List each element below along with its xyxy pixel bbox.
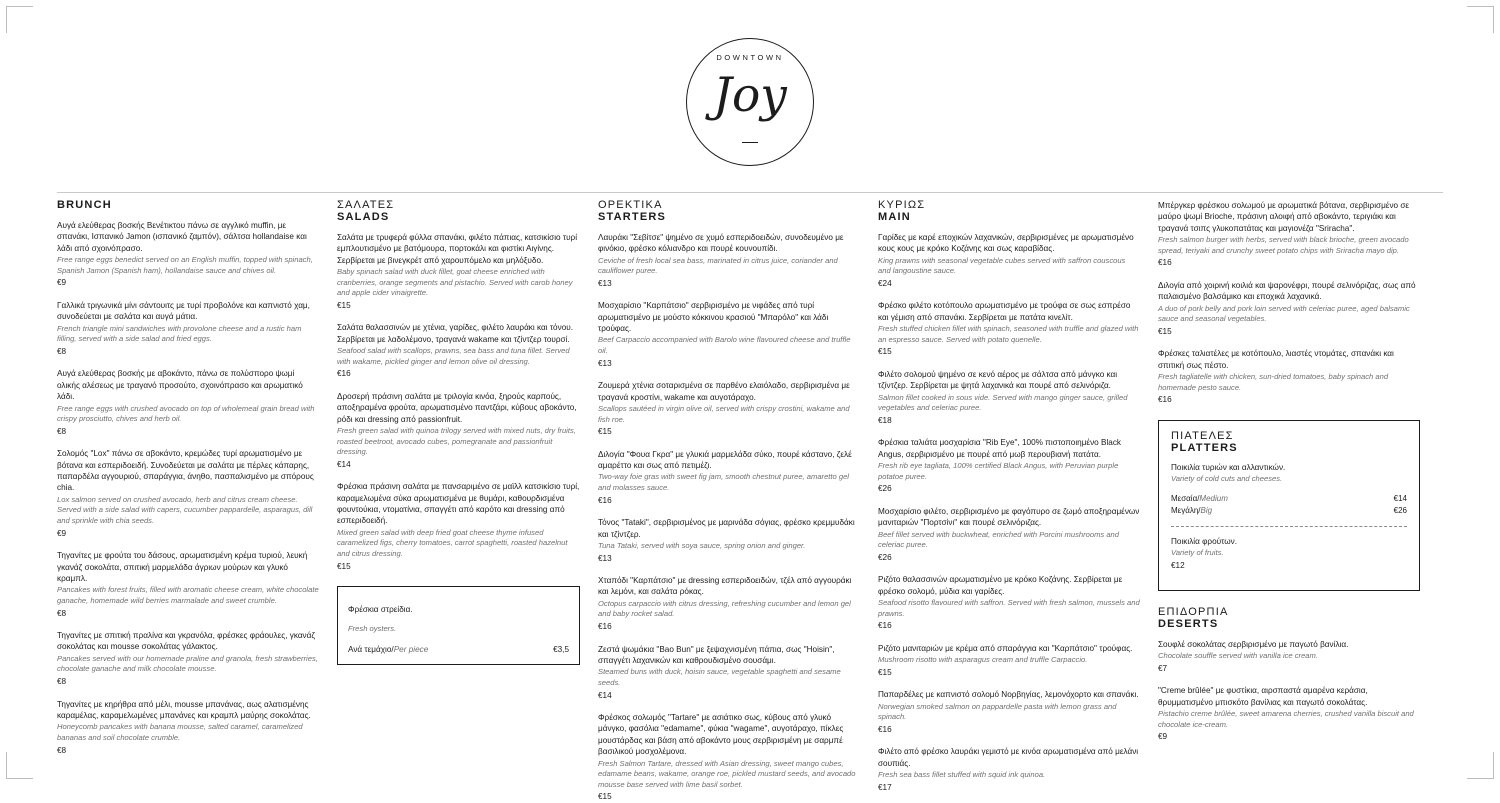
menu-item xyxy=(598,232,860,290)
item-price: €15 xyxy=(878,667,892,677)
section-heading-brunch-en: BRUNCH xyxy=(57,199,112,211)
column-platters-deserts xyxy=(1158,200,1420,775)
item-english: Pancakes with forest fruits, filled with aromatic cheese cream, white chocolate ganache, homemade wild berries marmalade and sweet crumble. xyxy=(57,585,319,605)
menu-item xyxy=(337,391,580,471)
item-greek: Μπέργκερ φρέσκου σολωμού με αρωματικά βότανα, σερβιρισμένο σε μαύρο ψωμί Brioche, πράσινη αλοιφή από αβοκάντο, τεριγιάκι και τραγανά τσιπς γλυκοπατάτας και μαγιονέζα "Sriracha". xyxy=(1158,201,1410,233)
menu-item xyxy=(878,574,1140,632)
item-price: €15 xyxy=(1158,326,1172,336)
column-salads xyxy=(337,200,580,775)
platters-box xyxy=(1158,420,1420,591)
item-price: €15 xyxy=(598,792,612,802)
item-greek: Τηγανίτες με φρούτα του δάσους, αρωματισμένη κρέμα τυριού, λευκή γκανάζ σοκολάτα, σπιτική μαρμελάδα άγριων μούρων και γλυκό κραμπλ. xyxy=(57,551,308,583)
item-price: €15 xyxy=(878,347,892,357)
menu-item xyxy=(598,380,860,438)
item-price: €26 xyxy=(878,484,892,494)
menu-item xyxy=(57,300,319,358)
item-english: Seafood risotto flavoured with saffron. Served with fresh salmon, mussels and prawns. xyxy=(878,598,1140,618)
menu-item xyxy=(57,220,319,289)
menu-item xyxy=(1158,280,1420,338)
item-price: €17 xyxy=(878,782,892,792)
column-brunch xyxy=(57,200,319,775)
item-greek: Μοσχαρίσιο "Καρπάτσιο" σερβιρισμένο με νιφάδες από τυρί αρωματισμένο με μούστο κόκκινου κρασιού "Μπαρόλο" και λάδι τρούφας. xyxy=(598,301,829,334)
menu-item xyxy=(1158,685,1420,743)
restaurant-logo xyxy=(686,38,814,166)
menu-columns xyxy=(57,199,1443,802)
item-price: €15 xyxy=(598,427,612,437)
section-heading-main xyxy=(878,200,1140,224)
item-english: Fresh stuffed chicken fillet with spinach, seasoned with truffle and glazed with an espresso sauce. Served with potato quenelle. xyxy=(878,324,1139,344)
section-heading-starters-gr: ΟΡΕΚΤΙΚΑ xyxy=(598,199,663,211)
deserts-section xyxy=(1158,607,1420,743)
item-price: €24 xyxy=(878,278,892,288)
section-heading-main-en: MAIN xyxy=(878,210,911,223)
menu-item xyxy=(598,517,860,564)
section-heading-starters-en: STARTERS xyxy=(598,210,667,223)
item-greek: Διλογία "Φουα Γκρα" με γλυκιά μαρμελάδα σύκο, πουρέ κάστανο, ζελέ αμαρέττο και σως από πετιμέζι. xyxy=(598,449,852,471)
item-price: €8 xyxy=(57,608,67,618)
section-heading-platters-en: PLATTERS xyxy=(1171,441,1238,454)
item-price: €13 xyxy=(598,278,612,288)
item-english: Mixed green salad with deep fried goat cheese thyme infused caramelized figs, cherry tomatoes, carrot spaghetti, roasted hazelnut and citrus dressing. xyxy=(337,527,568,559)
item-price: €13 xyxy=(598,358,612,368)
menu-item xyxy=(1158,639,1420,675)
crop-mark-bottom-right xyxy=(1467,752,1494,779)
section-heading-brunch xyxy=(57,200,319,212)
item-price: €7 xyxy=(1158,663,1168,673)
item-greek: Ριζότο θαλασσινών αρωματισμένο με κρόκο Κοζάνης. Σερβίρεται με φρέσκο σολομό, μύδια και γαρίδες. xyxy=(878,575,1123,596)
menu-item xyxy=(598,449,860,507)
menu-item xyxy=(57,550,319,619)
item-greek: Ζουμερά χτένια σοταρισμένα σε παρθένο ελαιόλαδο, σερβιρισμένα με τραγανά κροστίνι, wakame και αυγοτάραχο. xyxy=(598,381,850,402)
item-price: €16 xyxy=(878,621,892,631)
item-price: €14 xyxy=(337,459,351,469)
fruits-price: €12 xyxy=(1171,560,1185,570)
menu-item xyxy=(598,644,860,702)
menu-item xyxy=(337,322,580,380)
item-english: Seafood salad with scallops, prawns, sea bass and tuna fillet. Served with wakame, pickled ginger and lemon olive oil dressing. xyxy=(337,346,570,366)
item-english: Two-way foie gras with sweet fig jam, smooth chestnut puree, amaretto gel and molasses sauce. xyxy=(598,472,849,493)
oysters-greek: Φρέσκια στρείδια. xyxy=(348,605,413,615)
item-price: €16 xyxy=(1158,258,1172,268)
item-greek: "Creme brûlée" με φυστίκια, αιρσπαστά αμαρένα κεράσια, θρυμματισμένο μπισκότο βανίλιας και παγωτό σοκολάτας. xyxy=(1158,686,1368,707)
item-english: Tuna Tataki, served with soya sauce, spring onion and ginger. xyxy=(598,540,806,550)
item-english: Baby spinach salad with duck fillet, goat cheese enriched with cranberries, orange segments and pistachio. Served with carob honey and apple cider vinaigrette. xyxy=(337,266,573,298)
menu-item xyxy=(598,300,860,369)
platters-price: €26 xyxy=(1393,505,1407,515)
item-greek: Φρέσκος σολωμός "Tartare" με ασιάτικο σως, κύβους από γλυκό μάνγκο, φασόλια "edamame", φύκια "wagame", αυγοτάραχο, πίκλες μουστάρδας και βάση από αβοκάντο μους σερβιρισμένη με σαρμπέ βασιλικού μοσχολέμονα. xyxy=(598,713,844,757)
item-price: €16 xyxy=(598,622,612,632)
item-english: French triangle mini sandwiches with provolone cheese and a rustic ham filling, served with a side salad and fried eggs. xyxy=(57,323,302,344)
crop-mark-top-left xyxy=(6,6,33,33)
section-heading-deserts-en: DESERTS xyxy=(1158,617,1219,630)
item-price: €15 xyxy=(337,300,351,310)
oysters-unit-english: Per piece xyxy=(393,644,429,654)
section-heading-salads-en: SALADS xyxy=(337,210,390,223)
menu-item xyxy=(878,232,1140,290)
crop-mark-top-right xyxy=(1467,6,1494,33)
item-price: €15 xyxy=(337,561,351,571)
oysters-english: Fresh oysters. xyxy=(348,623,397,633)
item-english: Free range eggs with crushed avocado on top of wholemeal grain bread with crispy prosciutto, chives and herb oil. xyxy=(57,403,315,424)
item-greek: Φιλέτο από φρέσκο λαυράκι γεμιστό με κινόα αρωματισμένα από μελάνι σουπιάς. xyxy=(878,747,1139,768)
item-price: €13 xyxy=(598,553,612,563)
item-english: Fresh rib eye tagliata, 100% certified Black Angus, with Peruvian purple potatoe puree. xyxy=(878,461,1119,481)
item-english: Fresh green salad with quinoa trilogy served with mixed nuts, dry fruits, roasted beetroot, avocado cubes, pomegranate and passionfruit dressing. xyxy=(337,425,576,457)
item-english: King prawns with seasonal vegetable cubes served with saffron couscous and langoustine sauce. xyxy=(878,255,1126,276)
column-starters xyxy=(598,199,860,802)
oysters-unit-label xyxy=(348,645,428,654)
item-greek: Δροσερή πράσινη σαλάτα με τριλογία κινόα, ξηρούς καρπούς, αποξηραμένα φρούτα, αρωματισμένο παντζάρι, κύβους αβοκάντο, ρόδι και dressing από passionfruit. xyxy=(337,391,577,424)
platters-price: €14 xyxy=(1393,493,1407,503)
section-heading-starters xyxy=(598,200,860,224)
item-greek: Τηγανίτες με σπιτική πραλίνα και γκρανόλα, φρέσκες φράουλες, γκανάζ σοκολάτας και mousse σοκολάτας γάλακτος. xyxy=(57,631,315,652)
item-price: €16 xyxy=(598,495,612,505)
section-heading-main-gr: ΚΥΡΙΩΣ xyxy=(878,199,926,211)
menu-item xyxy=(57,448,319,539)
item-greek: Χταπόδι "Καρπάτσιο" με dressing εσπεριδοειδών, τζέλ από αγγουράκι και λεμόνι, και σαλάτα ρόκας. xyxy=(598,576,852,597)
item-english: Scallops sautéed in virgin olive oil, served with crispy crostini, wakame and fish roe. xyxy=(598,403,850,424)
menu-item xyxy=(878,300,1140,358)
platters-size-label xyxy=(1171,505,1212,517)
item-greek: Σαλάτα με τρυφερά φύλλα σπανάκι, φιλέτο πάπιας, κατσικίσιο τυρί εμπλουτισμένο με βατόμουρα, πορτοκάλι και φιστίκι Αιγίνης. Σερβίρεται με βινεγκρέτ από χαρουπόμελο και μηλόξυδο. xyxy=(337,232,578,265)
platters-size-english: Big xyxy=(1200,505,1213,515)
item-english: Ceviche of fresh local sea bass, marinated in citrus juice, coriander and cauliflower puree. xyxy=(598,255,838,276)
item-greek: Φιλέτο σολομού ψημένο σε κενό αέρος με σάλτσα από μάνγκο και τζίντζερ. Σερβίρεται με ψητά λαχανικά και πουρέ από σελινόριζα. xyxy=(878,369,1118,391)
oysters-box xyxy=(337,586,580,664)
section-heading-salads-gr: ΣΑΛΑΤΕΣ xyxy=(337,199,395,211)
logo-top-text: DOWNTOWN xyxy=(716,53,784,62)
item-english: A duo of pork belly and pork loin served with celeriac puree, aged balsamic sauce and seasonal vegetables. xyxy=(1158,303,1410,324)
logo-circle xyxy=(686,38,814,166)
item-greek: Φρέσκια ταλιάτα μοσχαρίσια "Rib Eye", 100% πιστοποιημένο Black Angus, σερβιρισμένο με πουρέ από μωβ περουβιανή πατάτα. xyxy=(878,438,1122,459)
item-greek: Σολομός "Lox" πάνω σε αβοκάντο, κρεμώδες τυρί αρωματισμένο με βότανα και εσπεριδοειδή. Συνοδεύεται με σαλάτα με πέρλες κάπαρης, παπαρδέλα αγγουριού, σπαράγγια, άνηθο, πασπαλισμένο με σπόρους chia. xyxy=(57,449,314,493)
item-greek: Αυγά ελεύθερας βοσκής Βενέτικτου πάνω σε αγγλικό muffin, με σπανάκι, Ισπανικό Jamon (ισπανικό ζαμπόν), σάλτσα hollandaise και λάδι από σχοινόπρασο. xyxy=(57,220,307,253)
section-heading-deserts xyxy=(1158,607,1420,631)
logo-dash xyxy=(742,142,758,143)
platters-row xyxy=(1171,493,1407,505)
item-english: Beef Carpaccio accompanied with Barolo wine flavoured cheese and truffle oil. xyxy=(598,335,851,356)
menu-item xyxy=(337,232,580,312)
menu-item xyxy=(57,699,319,757)
item-english: Octopus carpaccio with citrus dressing, refreshing cucumber and lemon gel and baby rocket salad. xyxy=(598,598,851,619)
platters-size-english: Medium xyxy=(1199,493,1228,503)
item-price: €26 xyxy=(878,552,892,562)
item-price: €8 xyxy=(57,677,67,686)
item-english: Steamed buns with duck, hoisin sauce, vegetable spaghetti and sesame seeds. xyxy=(598,667,841,687)
section-heading-salads xyxy=(337,200,580,224)
item-greek: Μοσχαρίσιο φιλέτο, σερβιρισμένο με φαγόπυρο σε ζωμό αποξηραμένων μανιταριών "Πορτσίνι" και πουρέ σελινόριζας. xyxy=(878,506,1140,528)
item-english: Fresh tagliatelle with chicken, sun-dried tomatoes, baby spinach and homemade pesto sauce. xyxy=(1158,372,1389,392)
menu-item xyxy=(1158,348,1420,406)
item-english: Fresh salmon burger with herbs, served with black brioche, green avocado spread, teriyaki and crunchy sweet potato chips with Sriracha mayo dip. xyxy=(1158,235,1409,255)
item-greek: Φρέσκια πράσινη σαλάτα με πανσαριμένο σε μαϊλλ κατσικίσιο τυρί, καραμελωμένα σύκα αρωματισμένα με θυμάρι, καθουρδισμένα φουντούκια, ντοματίνια, σπαγγέτι από καρότο και dressing από εσπεριδοειδή. xyxy=(337,482,580,526)
item-greek: Γαρίδες με καρέ εποχικών λαχανικών, σερβιρισμένες με αρωματισμένο κους κους με κρόκο Κοζάνης και σως καραβίδας. xyxy=(878,232,1134,254)
platters-size-greek: Μεσαία/ xyxy=(1171,493,1200,503)
item-english: Pancakes served with our homemade praline and granola, fresh strawberries, chocolate ganache and milk chocolate mousse. xyxy=(57,653,318,674)
logo-wordmark: Joy xyxy=(713,68,787,123)
item-greek: Παπαρδέλες με καπνιστό σολομό Νορβηγίας, λεμονόχορτο και σπανάκι. xyxy=(878,690,1139,700)
item-greek: Λαυράκι "Σεβίτσε" ψημένο σε χυμό εσπεριδοειδών, συνοδευμένο με φινόκιο, φρέσκο κόλιανδρο και πουρέ κουνουπίδι. xyxy=(598,232,844,254)
item-price: €16 xyxy=(878,724,892,734)
item-price: €9 xyxy=(1158,732,1168,742)
item-greek: Αυγά ελεύθερας βοσκής με αβοκάντο, πάνω σε πολύσπορο ψωμί ολικής αλέσεως με τραγανό προσούτο, σχοινόπρασο και αρωματικό λάδι. xyxy=(57,369,303,402)
item-greek: Σαλάτα θαλασσινών με χτένια, γαρίδες, φιλέτο λαυράκι και τόνου. Σερβίρεται με λαδολέμονο, τραγανά wakame και τζίντζερ τουρσί. xyxy=(337,323,574,344)
section-heading-platters-gr: ΠΙΑΤΕΛΕΣ xyxy=(1171,429,1234,442)
menu-item xyxy=(337,481,580,572)
item-price: €9 xyxy=(57,278,67,288)
menu-item xyxy=(598,575,860,633)
menu-item xyxy=(878,506,1140,564)
item-price: €8 xyxy=(57,426,67,436)
menu-item xyxy=(878,689,1140,735)
item-english: Salmon fillet cooked in sous vide. Served with mango ginger sauce, grilled vegetables and celeriac puree. xyxy=(878,392,1128,413)
platters-size-greek: Μεγάλη/ xyxy=(1171,505,1201,515)
item-english: Fresh sea bass fillet stuffed with squid ink quinoa. xyxy=(878,770,1046,780)
item-english: Pistachio creme brûlée, sweet amarena cherries, crushed vanilla biscuit and chocolate ice-cream. xyxy=(1158,708,1414,729)
platters-lead-english: Variety of cold cuts and cheeses. xyxy=(1171,474,1283,484)
oysters-price-row xyxy=(348,645,569,654)
header-divider xyxy=(57,192,1443,193)
menu-item xyxy=(57,368,319,437)
menu-item xyxy=(878,369,1140,427)
item-price: €16 xyxy=(337,369,351,379)
item-price: €9 xyxy=(57,528,67,538)
item-english: Beef fillet served with buckwheat, enriched with Porcini mushrooms and celeriac puree. xyxy=(878,529,1120,550)
item-greek: Γαλλικά τριγωνικά μίνι σάντουιτς με τυρί προβολόνε και καπνιστό χαμ, συνοδεύεται με σαλάτα και αυγά μάτια. xyxy=(57,300,310,322)
platters-row xyxy=(1171,505,1407,517)
item-english: Free range eggs benedict served on an English muffin, topped with spinach, Spanish Jamon (Spanish ham), hollandaise sauce and chives oil. xyxy=(57,255,313,275)
crop-mark-bottom-left xyxy=(6,752,33,779)
oysters-unit-greek: Ανά τεμάχιο/ xyxy=(348,644,394,654)
item-english: Chocolate souffle served with vanilla ice cream. xyxy=(1158,651,1318,660)
platters-size-label xyxy=(1171,493,1228,505)
section-heading-deserts-gr: ΕΠΙΔΟΡΠΙΑ xyxy=(1158,605,1229,618)
item-greek: Ζεστά ψωμάκια "Bao Bun" με ξεψαχνισμένη πάπια, σως "Hoisin", σπαγγέτι λαχανικών και καθρουδισμένο σουσάμι. xyxy=(598,644,835,665)
menu-item xyxy=(878,437,1140,495)
item-price: €16 xyxy=(1158,395,1172,405)
fruits-english: Variety of fruits. xyxy=(1171,548,1224,558)
item-greek: Τηγανίτες με κηρήθρα από μέλι, mousse μπανάνας, αως αλατισμένης καραμέλας, καραμελωμένες μπανάνες και κραμπλ μαύρης σοκολάτας. xyxy=(57,699,311,720)
item-greek: Σουφλέ σοκολάτας σερβιρισμένο με παγωτό βανίλια. xyxy=(1158,639,1349,649)
item-english: Lox salmon served on crushed avocado, herb and citrus cream cheese. Served with a side salad with capers, cucumber pappardelle, asparagus, dill and sprinkle with chia seeds. xyxy=(57,494,313,525)
item-greek: Τόνος "Tataki", σερβιρισμένος με μαρινάδα σόγιας, φρέσκο κρεμμυδάκι και τζίντζερ. xyxy=(598,518,855,539)
item-price: €8 xyxy=(57,745,67,755)
item-greek: Φρέσκες ταλιατέλες με κοτόπουλο, λιαστές ντομάτες, σπανάκι και σπιτική σως πέστο. xyxy=(1158,349,1394,370)
item-english: Fresh Salmon Tartare, dressed with Asian dressing, sweet mango cubes, edamame beans, wakame, orange roe, pickled mustard seeds, and avocado mousse base served with lime basil sorbet. xyxy=(598,758,856,789)
section-heading-platters xyxy=(1171,431,1407,455)
item-price: €14 xyxy=(598,690,612,700)
item-greek: Ριζότο μανιταριών με κρέμα από σπαράγγια και "Καρπάτσιο" τρούφας. xyxy=(878,643,1133,653)
menu-item xyxy=(878,643,1140,679)
item-english: Honeycomb pancakes with banana mousse, salted caramel, caramelized bananas and soil chocolate crumble. xyxy=(57,722,303,742)
item-english: Mushroom risotto with asparagus cream and truffle Carpaccio. xyxy=(878,655,1088,665)
menu-item xyxy=(1158,200,1420,269)
item-price: €8 xyxy=(57,346,67,356)
oysters-price: €3,5 xyxy=(553,644,569,654)
item-greek: Φρέσκο φιλέτο κοτόπουλο αρωματισμένο με τρούφα σε σως εσπρέσο και γέμιση από σπανάκι. Σερβίρεται με πατάτα κινελίτ. xyxy=(878,301,1131,322)
menu-item xyxy=(57,630,319,688)
item-price: €18 xyxy=(878,415,892,425)
platters-lead-greek: Ποικιλία τυριών και αλλαντικών. xyxy=(1171,462,1286,472)
item-english: Norwegian smoked salmon on pappardelle pasta with lemon grass and spinach. xyxy=(878,701,1117,722)
fruits-greek: Ποικιλία φρούτων. xyxy=(1171,536,1237,546)
platters-divider xyxy=(1171,526,1407,527)
column-main xyxy=(878,199,1140,792)
menu-item xyxy=(598,712,860,803)
menu-item xyxy=(878,746,1140,793)
item-greek: Διλογία από χοιρινή κοιλιά και ψαρονέφρι, πουρέ σελινόριζας, σως από παλαισμένο βαλσάμικο και εποχικά λαχανικά. xyxy=(1158,280,1416,302)
